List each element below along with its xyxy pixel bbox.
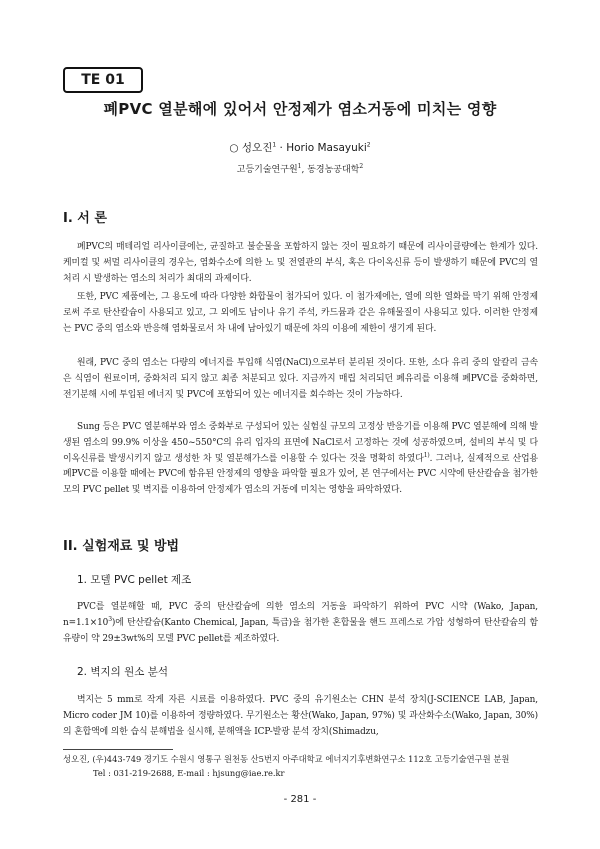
page-number: - 281 - xyxy=(283,794,317,805)
section-heading-methods: II. 실험재료 및 방법 xyxy=(63,539,180,554)
affiliation-2: 동경농공대학 xyxy=(307,165,360,175)
intro-paragraph-1: 폐PVC의 매테리얼 리사이클에는, 균질하고 불순물을 포함하지 않는 것이 필요하기 때문에 리사이클량에는 한계가 있다. 케미컬 및 써멀 리사이클의 경우는, 염화수소에 의한 노 및 전열관의 부식, 혹은 다이옥신류 등이 발생하기 때문에 PVC의 열처리 시 발생하는 염소의 처리가 최대의 과제이다. xyxy=(63,242,538,284)
footnote-divider xyxy=(63,749,173,750)
affiliation-1: 고등기술연구원 xyxy=(236,165,298,175)
affiliation-1-sup: 1 xyxy=(297,163,302,170)
session-badge: TE 01 xyxy=(63,67,143,93)
footnote xyxy=(63,753,538,780)
footnote-contact: Tel : 031-219-2688, E-mail : hjsung@iae.re.kr xyxy=(93,767,285,778)
intro-paragraph-2: 또한, PVC 제품에는, 그 용도에 따라 다양한 화합물이 첨가되어 있다. 이 첨가제에는, 열에 의한 열화를 막기 위해 안정제로써 주로 탄산칼슘이 사용되고 있고, 그 외에도 납이나 유기 주석, 카드뮴과 같은 유해물질이 사용되고 있다. 이러한 안정제는 PVC 중의 염소와 반응해 염화물로서 차 내에 남아있기 때문에 차의 이용에 제한이 생기게 된다. xyxy=(63,292,538,334)
author-1-sup: 1 xyxy=(272,141,277,149)
subsection-heading-elemental-analysis: 2. 벽지의 원소 분석 xyxy=(77,666,169,678)
intro-paragraph-3: 원래, PVC 중의 염소는 다량의 에너지를 투입해 식염(NaCl)으로부터 분리된 것이다. 또한, 소다 유리 중의 알칼리 금속은 식염이 원료이며, 중화처리 되지 않고 최종 처분되고 있다. 지금까지 매립 처리되던 폐유리를 이용해 폐PVC를 중화하면, 전기분해 시에 투입된 에너지 및 PVC에 포함되어 있는 에너지를 회수하는 것이 가능하다. xyxy=(63,358,538,400)
author-2-sup: 2 xyxy=(366,141,371,149)
intro-paragraph-4-text-b: . 그러나, 실제적으로 산업용 폐PVC를 이용할 때에는 PVC에 함유된 안정제의 영향을 파악할 필요가 있어, 본 연구에서는 PVC 시약에 탄산칼슘을 첨가한 모의 PVC pellet 및 벽지를 이용하여 안정제가 염소의 거동에 미치는 영향을 파악하였다. xyxy=(63,453,538,496)
pellet-text-a: PVC를 열분해할 때, PVC 중의 탄산칼슘에 의한 염소의 거동을 파악하기 위하여 PVC 시약 (Wako, Japan, n=1.1×10 xyxy=(63,602,538,628)
affiliation-2-sup: 2 xyxy=(359,163,364,170)
pellet-text-b: )에 탄산칼슘(Kanto Chemical, Japan, 특급)을 첨가한 혼합물을 핸드 프레스로 가압 성형하여 탄산칼슘의 함유량이 약 29±3wt%의 모델 PVC pellet를 제조하였다. xyxy=(63,617,538,644)
footnote-address: 성오진, (우)443-749 경기도 수원시 영통구 원천동 산5번지 아주대학교 에너지기후변화연구소 112호 고등기술연구원 분원 xyxy=(63,754,510,764)
intro-paragraph-4-text-a: Sung 등은 PVC 열분해부와 염소 중화부로 구성되어 있는 실험실 규모의 고정상 반응기를 이용해 PVC 열분해에 의해 발생된 염소의 99.9% 이상을 450~550°C의 유리 입자의 표면에 NaCl로서 고정하는 것에 성공하였으며, 설비의 부식 및 다이옥신류를 발생시키지 않고 생성한 차 및 열분해가스를 이용할 수 있다는 것을 명확히 하였다 xyxy=(63,422,538,464)
intro-paragraph-4 xyxy=(63,420,538,499)
subsection-heading-pellet: 1. 모델 PVC pellet 제조 xyxy=(77,574,192,586)
affiliation-line xyxy=(0,162,600,175)
affiliation-separator: , xyxy=(301,165,308,175)
pellet-exponent: 3 xyxy=(108,615,112,623)
section-heading-introduction: I. 서 론 xyxy=(63,211,107,226)
author-1-name: 성오진 xyxy=(241,142,273,154)
author-2-name: Horio Masayuki xyxy=(286,142,367,154)
methods-paragraph-elemental: 벽지는 5 mm로 작게 자른 시료를 이용하였다. PVC 중의 유기원소는 CHN 분석 장치(J-SCIENCE LAB, Japan, Micro coder JM 10)를 이용하여 정량하였다. 무기원소는 황산(Wako, Japan, 97%) 및 과산화수소(Wako, Japan, 30%)의 혼합액에 의한 습식 분해법을 실시해, 분해액을 ICP-발광 분석 장치(Shimadzu, xyxy=(63,695,538,737)
presenter-bullet: ○ xyxy=(229,142,239,154)
paper-title: 폐PVC 열분해에 있어서 안정제가 염소거동에 미치는 영향 xyxy=(103,100,497,118)
author-line xyxy=(0,140,600,155)
author-separator: · xyxy=(276,142,287,154)
methods-paragraph-pellet xyxy=(63,600,538,647)
citation-ref-1: 1) xyxy=(423,451,430,459)
